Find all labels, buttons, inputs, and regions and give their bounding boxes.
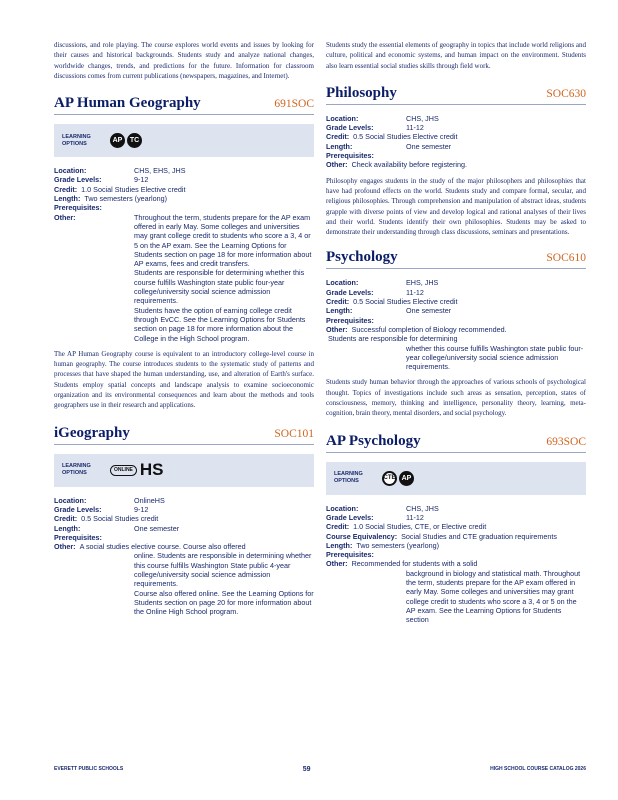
location-label: Location:	[54, 166, 87, 176]
footer-left: EVERETT PUBLIC SCHOOLS	[54, 766, 124, 772]
learning-options-box	[54, 124, 314, 157]
course-description: The AP Human Geography course is equivalent to an introductory college-level course in human geography. The course introduces students to the systematic study of patterns and processes that have shaped the human understanding, use, and alteration of Earth's surface. Students employ spatial concepts and landscape analysis to examine socioeconomic organization and its environmental consequences and learn about the methods and tools geographers use in their research and applications.	[54, 349, 314, 410]
learning-options-label: LEARNING OPTIONS	[334, 471, 363, 485]
course-code: SOC630	[546, 87, 586, 100]
tc-badge-icon: TC	[127, 133, 142, 148]
credit-value: 0.5 Social Studies Elective credit	[353, 297, 458, 307]
length-label: Length:	[54, 523, 81, 533]
length-label: Length:	[54, 194, 81, 204]
credit-label: Credit:	[54, 184, 78, 194]
grade-label: Grade Levels:	[326, 123, 374, 133]
course-code: SOC101	[274, 427, 314, 440]
page-footer	[54, 766, 586, 773]
other-inline-value: Successful completion of Biology recommended.	[351, 324, 507, 334]
location-value: EHS, JHS	[406, 278, 439, 288]
length-label: Length:	[326, 540, 353, 550]
other-label: Other:	[326, 160, 348, 170]
other-value	[406, 344, 586, 372]
length-value: One semester	[406, 306, 452, 316]
length-value: Two semesters (yearlong)	[356, 540, 440, 550]
course-ap-psychology	[326, 433, 586, 625]
learning-options-box	[54, 454, 314, 487]
course-title: AP Psychology	[326, 432, 421, 449]
course-code: 691SOC	[274, 98, 314, 111]
other-value	[406, 569, 586, 625]
course-header	[326, 85, 586, 105]
other-text: Throughout the term, students prepare for the AP exam offered in early May. Some colleges and universities may grant college credit to students who score a 3, 4 or 5 on the AP exam. See the Learning Options for Students section on page 18 for more information about AP exams, fees and credit transfers.	[134, 212, 312, 269]
learning-options-label: LEARNING OPTIONS	[62, 133, 91, 147]
other-value: Check availability before registering.	[351, 160, 468, 170]
learning-options-box	[326, 462, 586, 495]
length-label: Length:	[326, 141, 353, 151]
length-value: Two semesters (yearlong)	[84, 194, 168, 204]
location-value: CHS, EHS, JHS	[134, 166, 186, 176]
other-label: Other:	[54, 542, 76, 552]
course-psychology	[326, 249, 586, 418]
course-details	[326, 504, 586, 625]
footer-right: HIGH SCHOOL COURSE CATALOG 2026	[490, 766, 586, 772]
location-label: Location:	[326, 278, 359, 288]
grade-value: 11-12	[406, 512, 424, 522]
credit-value: 1.0 Social Studies Elective credit	[81, 184, 186, 194]
course-code: 693SOC	[546, 435, 586, 448]
online-badge-icon: ONLINE	[110, 465, 137, 476]
other-label: Other:	[326, 559, 348, 569]
location-value: CHS, JHS	[406, 503, 439, 513]
course-code: SOC610	[546, 252, 586, 265]
course-title: Psychology	[326, 249, 398, 266]
course-ap-human-geography	[54, 95, 314, 410]
prereq-label: Prerequisites:	[54, 203, 102, 213]
course-title: AP Human Geography	[54, 95, 201, 112]
credit-value: 1.0 Social Studies, CTE, or Elective credit	[353, 522, 487, 532]
grade-value: 11-12	[406, 287, 424, 297]
other-value	[134, 551, 314, 616]
course-header	[326, 249, 586, 269]
grade-value: 11-12	[406, 123, 424, 133]
other-text: whether this course fulfills Washington state public four-year college/university social science admission requirements.	[406, 343, 584, 372]
course-title: iGeography	[54, 424, 130, 441]
course-description: Philosophy engages students in the study of the major philosophers and philosophies that have had profound effects on the world. Students study and compare formal, secular, and religious philosophies. Through comprehension and manipulation of abstract ideas, students grapple with diverse points of view and develop logical and rational analyses of their lives and their world. Students identify their own philosophies. Students may be asked to demonstrate their understanding through class discussions, seminars and presentations.	[326, 176, 586, 237]
other-label: Other:	[54, 212, 76, 222]
equivalency-value: Social Studies and CTE graduation requirements	[401, 531, 557, 541]
course-igeography	[54, 425, 314, 617]
course-details	[54, 166, 314, 343]
credit-label: Credit:	[54, 514, 78, 524]
other-inline-value: Recommended for students with a solid	[351, 559, 478, 569]
learning-options-label: LEARNING OPTIONS	[62, 463, 91, 477]
equivalency-label: Course Equivalency:	[326, 531, 398, 541]
location-label: Location:	[326, 503, 359, 513]
grade-label: Grade Levels:	[326, 512, 374, 522]
credit-value: 0.5 Social Studies credit	[81, 514, 159, 524]
prereq-label: Prerequisites:	[54, 532, 102, 542]
other-text: Students have the option of earning college credit through EvCC. See the Learning Options for Students section on page 18 for more information about the College in the High School program.	[134, 305, 306, 343]
course-header	[54, 425, 314, 445]
left-column	[54, 40, 314, 616]
location-label: Location:	[54, 495, 87, 505]
other-text: background in biology and statistical math. Throughout the term, students prepare for the AP exam offered in early May. Some colleges and universities may grant college credit to students who score a 3, 4 or 5 on the AP exam. See the Learning Options for Students section	[406, 568, 581, 625]
course-philosophy	[326, 85, 586, 238]
right-column	[326, 40, 586, 624]
prereq-label: Prerequisites:	[326, 151, 374, 161]
course-details	[326, 114, 586, 170]
prereq-label: Prerequisites:	[326, 550, 374, 560]
course-header	[54, 95, 314, 115]
grade-value: 9-12	[134, 504, 149, 514]
intro-paragraph: Students study the essential elements of geography in topics that include world religions and culture, political and economic systems, and human impact on the environment. Students also learn essential social studies skills through field work.	[326, 41, 586, 70]
prereq-label: Prerequisites:	[326, 315, 374, 325]
grade-label: Grade Levels:	[54, 175, 102, 185]
other-text: Course also offered online. See the Learning Options for Students section on page 20 for more information about the Online High School program.	[134, 588, 314, 617]
intro-paragraph: discussions, and role playing. The course explores world events and issues by looking for their causes and historical backgrounds. Students study and analyze national changes, worldwide changes, trends, and predictions for the future. Information for classroom discussions comes from current publications (newspapers, magazines, and Internet).	[54, 41, 314, 80]
other-text: online. Students are responsible in determining whether this course fulfills Washington State public 4-year college/university social science admission requirements.	[134, 551, 312, 589]
length-label: Length:	[326, 306, 353, 316]
location-value: CHS, JHS	[406, 113, 439, 123]
hs-badge-icon: HS	[139, 460, 164, 480]
other-text: Students are responsible for determining	[328, 334, 458, 344]
credit-value: 0.5 Social Studies Elective credit	[353, 132, 458, 142]
course-title: Philosophy	[326, 84, 397, 101]
cte-badge-icon: CTE	[382, 471, 397, 486]
course-header	[326, 433, 586, 453]
length-value: One semester	[406, 141, 452, 151]
other-label: Other:	[326, 324, 348, 334]
other-inline-value: A social studies elective course. Course also offered	[79, 542, 246, 552]
course-details	[54, 496, 314, 617]
location-value: OnlineHS	[134, 495, 165, 505]
other-value	[134, 213, 314, 343]
ap-badge-icon: AP	[110, 133, 125, 148]
grade-label: Grade Levels:	[326, 287, 374, 297]
credit-label: Credit:	[326, 522, 350, 532]
ap-badge-icon: AP	[399, 471, 414, 486]
grade-label: Grade Levels:	[54, 504, 102, 514]
credit-label: Credit:	[326, 297, 350, 307]
credit-label: Credit:	[326, 132, 350, 142]
course-details	[326, 278, 586, 371]
course-description: Students study human behavior through the approaches of various schools of psychological thought. Topics of investigations include such areas as sensation, perception, states of consciousness, memory, thinking and intelligence, personality theory, learning, meta-cognition, brain theory, mental disorders, and social psychology.	[326, 378, 586, 418]
length-value: One semester	[134, 523, 180, 533]
other-text: Students are responsible for determining whether this course fulfills Washington state public four-year college/university social science admission requirements.	[134, 268, 305, 306]
page-number: 59	[302, 766, 311, 773]
location-label: Location:	[326, 113, 359, 123]
grade-value: 9-12	[134, 175, 149, 185]
